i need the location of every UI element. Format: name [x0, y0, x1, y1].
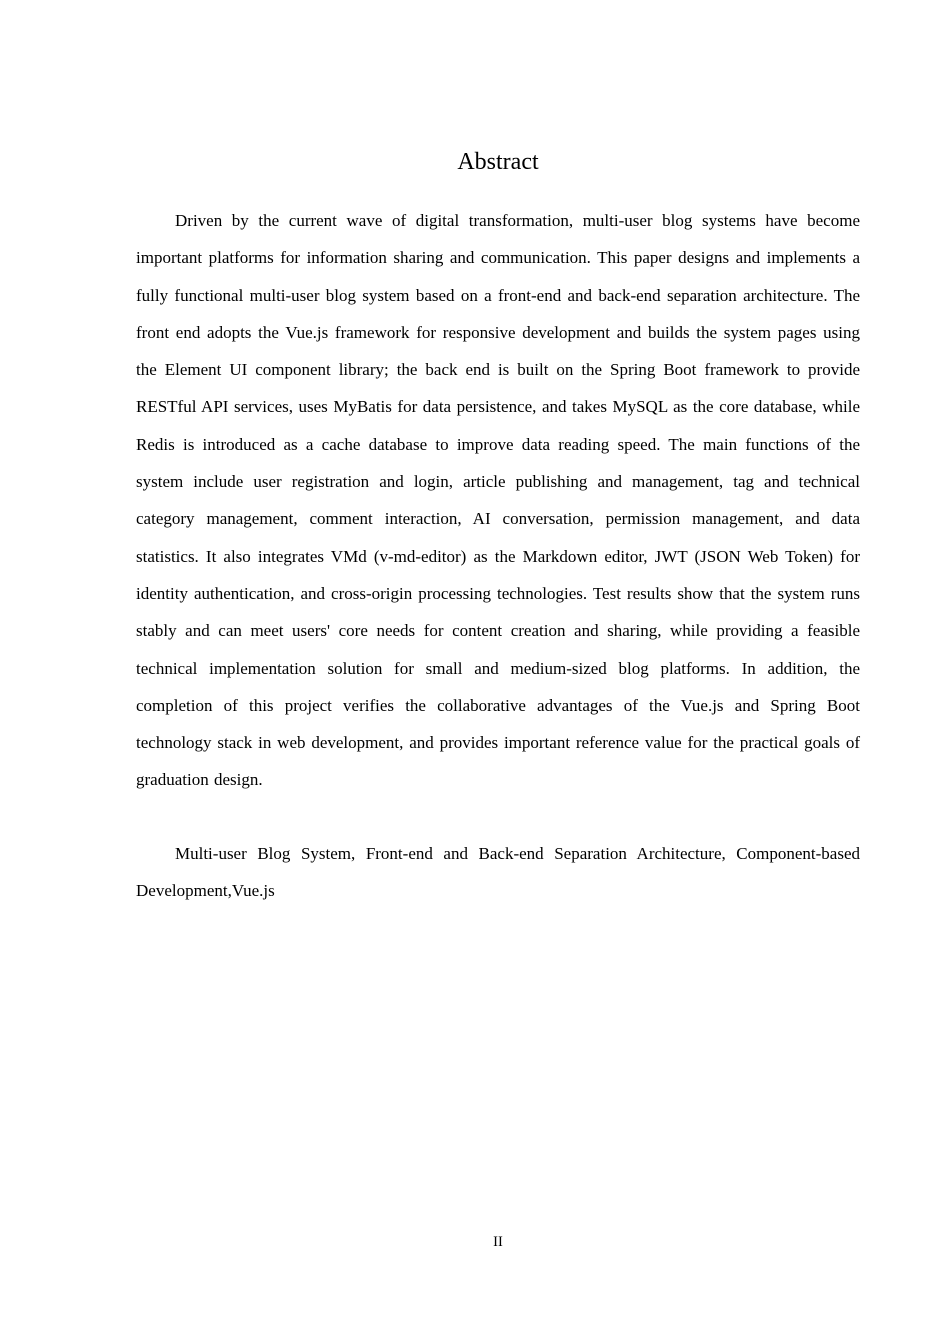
page-number: II — [493, 1234, 503, 1250]
page-title: Abstract — [457, 149, 539, 175]
page-content-column — [136, 0, 860, 909]
keywords-paragraph: Multi-user Blog System, Front-end and Back-end Separation Architecture, Component-based Development,Vue.js — [136, 843, 860, 901]
abstract-paragraph: Driven by the current wave of digital transformation, multi-user blog systems have become important platforms for information sharing and communication. This paper designs and implements a fully functional multi-user blog system based on a front-end and back-end separation architecture. The front end adopts the Vue.js framework for responsive development and builds the system pages using the Element UI component library; the back end is built on the Spring Boot framework to provide RESTful API services, uses MyBatis for data persistence, and takes MySQL as the core database, while Redis is introduced as a cache database to improve data reading speed. The main functions of the system include user registration and login, article publishing and management, tag and technical category management, comment interaction, AI conversation, permission management, and data statistics. It also integrates VMd (v-md-editor) as the Markdown editor, JWT (JSON Web Token) for identity authentication, and cross-origin processing technologies. Test results show that the system runs stably and can meet users' core needs for content creation and sharing, while providing a feasible technical implementation solution for small and medium-sized blog platforms. In addition, the completion of this project verifies the collaborative advantages of the Vue.js and Spring Boot technology stack in web development, and provides important reference value for the practical goals of graduation design. — [136, 211, 860, 790]
